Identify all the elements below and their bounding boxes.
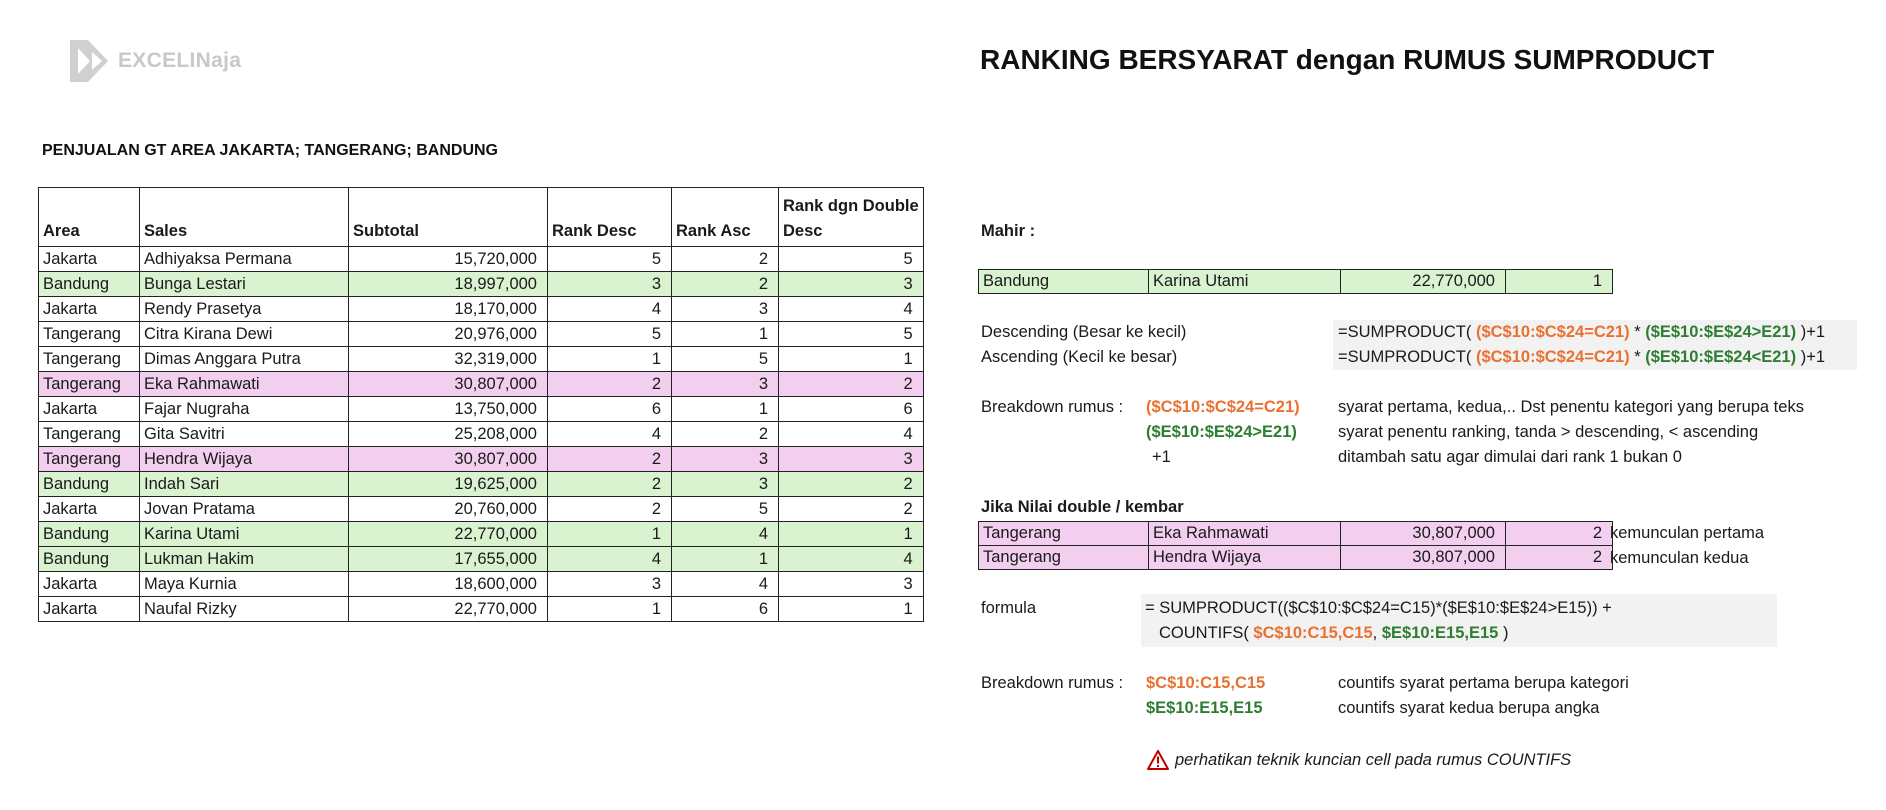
double-row <box>979 522 1613 546</box>
rank-desc-cell[interactable]: 3 <box>548 572 672 597</box>
breakdown2-desc-2: countifs syarat kedua berupa angka <box>1338 699 1600 717</box>
rank-asc-cell[interactable]: 3 <box>672 297 779 322</box>
double-rank-cell[interactable]: 2 <box>1506 546 1613 570</box>
subtotal-cell[interactable]: 32,319,000 <box>349 347 548 372</box>
breakdown-label: Breakdown rumus : <box>981 398 1124 416</box>
formula-text: * <box>1629 348 1646 366</box>
formula-condition-category: ($C$10:$C$24=C21) <box>1475 323 1630 341</box>
table-row <box>39 272 924 297</box>
rank-asc-cell[interactable]: 3 <box>672 372 779 397</box>
rank-double-cell[interactable]: 1 <box>779 347 924 372</box>
rank-double-cell[interactable]: 2 <box>779 497 924 522</box>
rank-double-cell[interactable]: 1 <box>779 597 924 622</box>
countifs-formula-box[interactable] <box>1141 594 1777 647</box>
subtotal-cell[interactable]: 18,170,000 <box>349 297 548 322</box>
area-cell[interactable]: Bandung <box>39 272 140 297</box>
mahir-label: Mahir : <box>981 222 1036 240</box>
mahir-sales-cell[interactable]: Karina Utami <box>1149 270 1341 294</box>
subtotal-cell[interactable]: 15,720,000 <box>349 247 548 272</box>
area-cell[interactable]: Jakarta <box>39 497 140 522</box>
sales-cell[interactable]: Karina Utami <box>140 522 349 547</box>
header-rank-asc[interactable]: Rank Asc <box>672 188 779 247</box>
rank-double-cell[interactable]: 3 <box>779 272 924 297</box>
table-row <box>39 572 924 597</box>
table-row <box>39 347 924 372</box>
area-cell[interactable]: Bandung <box>39 547 140 572</box>
header-rank-desc[interactable]: Rank Desc <box>548 188 672 247</box>
subtotal-cell[interactable]: 20,760,000 <box>349 497 548 522</box>
sales-cell[interactable]: Rendy Prasetya <box>140 297 349 322</box>
subtotal-cell[interactable]: 18,997,000 <box>349 272 548 297</box>
breakdown-code-2: ($E$10:$E$24>E21) <box>1146 423 1297 441</box>
sales-cell[interactable]: Gita Savitri <box>140 422 349 447</box>
formula-condition-rank: ($E$10:$E$24<E21) <box>1645 348 1797 366</box>
double-subtotal-cell[interactable]: 30,807,000 <box>1341 546 1506 570</box>
double-note-1: kemunculan pertama <box>1610 524 1765 542</box>
formula-condition-category: ($C$10:$C$24=C21) <box>1475 348 1630 366</box>
sales-cell[interactable]: Fajar Nugraha <box>140 397 349 422</box>
double-area-cell[interactable]: Tangerang <box>979 546 1149 570</box>
formula-text: )+1 <box>1796 323 1826 341</box>
formula-condition-rank: ($E$10:$E$24>E21) <box>1645 323 1797 341</box>
subtotal-cell[interactable]: 30,807,000 <box>349 372 548 397</box>
rank-desc-cell[interactable]: 2 <box>548 372 672 397</box>
double-table <box>978 521 1613 570</box>
table-row <box>39 372 924 397</box>
rank-asc-cell[interactable]: 5 <box>672 347 779 372</box>
breakdown2-code-1: $C$10:C15,C15 <box>1146 674 1266 692</box>
subtotal-cell[interactable]: 13,750,000 <box>349 397 548 422</box>
rank-desc-cell[interactable]: 1 <box>548 522 672 547</box>
breakdown-code-3: +1 <box>1152 448 1171 466</box>
rank-asc-cell[interactable]: 6 <box>672 597 779 622</box>
area-cell[interactable]: Bandung <box>39 522 140 547</box>
mahir-area-cell[interactable]: Bandung <box>979 270 1149 294</box>
warning-note <box>1147 750 1571 770</box>
subtotal-cell[interactable]: 30,807,000 <box>349 447 548 472</box>
subtotal-cell[interactable]: 18,600,000 <box>349 572 548 597</box>
sales-table <box>38 187 924 622</box>
rank-asc-cell[interactable]: 1 <box>672 322 779 347</box>
table-row <box>39 547 924 572</box>
header-rank-double[interactable] <box>779 188 924 247</box>
area-cell[interactable]: Tangerang <box>39 347 140 372</box>
rank-double-cell[interactable]: 5 <box>779 247 924 272</box>
rank-desc-cell[interactable]: 2 <box>548 472 672 497</box>
subtotal-cell[interactable]: 19,625,000 <box>349 472 548 497</box>
double-section-label: Jika Nilai double / kembar <box>981 498 1184 516</box>
table-row <box>39 472 924 497</box>
sales-cell[interactable]: Jovan Pratama <box>140 497 349 522</box>
rank-asc-cell[interactable]: 4 <box>672 572 779 597</box>
rank-double-cell[interactable]: 4 <box>779 422 924 447</box>
table-row <box>39 422 924 447</box>
breakdown-desc-2: syarat penentu ranking, tanda > descending, < ascending <box>1338 423 1759 441</box>
breakdown-desc-1: syarat pertama, kedua,.. Dst penentu kategori yang berupa teks <box>1338 398 1804 416</box>
sales-cell[interactable]: Naufal Rizky <box>140 597 349 622</box>
rank-asc-cell[interactable]: 3 <box>672 472 779 497</box>
rank-desc-cell[interactable]: 6 <box>548 397 672 422</box>
formula-text: , <box>1372 624 1382 642</box>
ascending-formula[interactable] <box>1338 348 1825 367</box>
sales-cell[interactable]: Citra Kirana Dewi <box>140 322 349 347</box>
rank-double-cell[interactable]: 2 <box>779 472 924 497</box>
rank-asc-cell[interactable]: 2 <box>672 247 779 272</box>
rank-double-cell[interactable]: 6 <box>779 397 924 422</box>
area-cell[interactable]: Jakarta <box>39 397 140 422</box>
subtotal-cell[interactable]: 22,770,000 <box>349 597 548 622</box>
formula-line-1: = SUMPRODUCT(($C$10:$C$24=C15)*($E$10:$E$24>E15)) + <box>1145 599 1612 617</box>
formula-line-2 <box>1159 624 1508 643</box>
subtotal-cell[interactable]: 22,770,000 <box>349 522 548 547</box>
rank-asc-cell[interactable]: 2 <box>672 272 779 297</box>
double-subtotal-cell[interactable]: 30,807,000 <box>1341 522 1506 546</box>
formula-text: =SUMPRODUCT( <box>1338 323 1476 341</box>
formula-countifs-criteria-2: $E$10:E15,E15 <box>1381 624 1499 642</box>
area-cell[interactable]: Tangerang <box>39 422 140 447</box>
descending-label: Descending (Besar ke kecil) <box>981 323 1187 341</box>
rank-double-cell[interactable]: 4 <box>779 547 924 572</box>
mahir-subtotal-cell[interactable]: 22,770,000 <box>1341 270 1506 294</box>
area-cell[interactable]: Bandung <box>39 472 140 497</box>
descending-formula[interactable] <box>1338 323 1825 342</box>
logo <box>68 36 241 86</box>
header-subtotal[interactable]: Subtotal <box>349 188 548 247</box>
logo-text: EXCELINaja <box>118 49 242 72</box>
area-cell[interactable]: Tangerang <box>39 447 140 472</box>
table-body <box>39 247 924 622</box>
table-header-row <box>39 188 924 247</box>
sales-cell[interactable]: Bunga Lestari <box>140 272 349 297</box>
formula-text: ) <box>1498 624 1509 642</box>
table-row <box>39 322 924 347</box>
breakdown2-code-2: $E$10:E15,E15 <box>1146 699 1263 717</box>
mahir-rank-cell[interactable]: 1 <box>1506 270 1613 294</box>
rank-desc-cell[interactable]: 5 <box>548 247 672 272</box>
double-rank-cell[interactable]: 2 <box>1506 522 1613 546</box>
area-cell[interactable]: Tangerang <box>39 372 140 397</box>
table-subtitle: PENJUALAN GT AREA JAKARTA; TANGERANG; BANDUNG <box>42 142 498 159</box>
table-row <box>39 447 924 472</box>
double-sales-cell[interactable]: Hendra Wijaya <box>1149 546 1341 570</box>
table-row <box>39 247 924 272</box>
sales-cell[interactable]: Adhiyaksa Permana <box>140 247 349 272</box>
rank-asc-cell[interactable]: 1 <box>672 547 779 572</box>
sales-cell[interactable]: Dimas Anggara Putra <box>140 347 349 372</box>
subtotal-cell[interactable]: 17,655,000 <box>349 547 548 572</box>
rank-desc-cell[interactable]: 2 <box>548 447 672 472</box>
table-row <box>39 522 924 547</box>
desc-asc-formula-box <box>1333 320 1857 370</box>
rank-double-cell[interactable]: 1 <box>779 522 924 547</box>
area-cell[interactable]: Jakarta <box>39 247 140 272</box>
rank-desc-cell[interactable]: 4 <box>548 297 672 322</box>
rank-asc-cell[interactable]: 2 <box>672 422 779 447</box>
sales-cell[interactable]: Indah Sari <box>140 472 349 497</box>
formula-text: )+1 <box>1796 348 1826 366</box>
rank-asc-cell[interactable]: 3 <box>672 447 779 472</box>
double-sales-cell[interactable]: Eka Rahmawati <box>1149 522 1341 546</box>
formula-text: * <box>1629 323 1646 341</box>
header-area[interactable]: Area <box>39 188 140 247</box>
rank-desc-cell[interactable]: 1 <box>548 347 672 372</box>
rank-asc-cell[interactable]: 5 <box>672 497 779 522</box>
sales-cell[interactable]: Eka Rahmawati <box>140 372 349 397</box>
double-row <box>979 546 1613 570</box>
table-row <box>39 297 924 322</box>
area-cell[interactable]: Jakarta <box>39 297 140 322</box>
breakdown-code-1: ($C$10:$C$24=C21) <box>1146 398 1300 416</box>
header-rank-double-line1: Rank dgn Double <box>783 197 919 215</box>
rank-double-cell[interactable]: 3 <box>779 572 924 597</box>
double-note-2: kemunculan kedua <box>1610 549 1749 567</box>
subtotal-cell[interactable]: 25,208,000 <box>349 422 548 447</box>
formula-countifs-criteria-1: $C$10:C15,C15 <box>1253 624 1373 642</box>
sales-cell[interactable]: Maya Kurnia <box>140 572 349 597</box>
breakdown-label-2: Breakdown rumus : <box>981 674 1124 692</box>
page-title: RANKING BERSYARAT dengan RUMUS SUMPRODUCT <box>980 44 1715 75</box>
rank-desc-cell[interactable]: 3 <box>548 272 672 297</box>
rank-double-cell[interactable]: 2 <box>779 372 924 397</box>
formula-text: COUNTIFS( <box>1159 624 1254 642</box>
area-cell[interactable]: Jakarta <box>39 572 140 597</box>
header-sales[interactable]: Sales <box>140 188 349 247</box>
rank-desc-cell[interactable]: 5 <box>548 322 672 347</box>
header-rank-double-line2: Desc <box>783 222 823 240</box>
rank-desc-cell[interactable]: 4 <box>548 547 672 572</box>
rank-desc-cell[interactable]: 2 <box>548 497 672 522</box>
area-cell[interactable]: Jakarta <box>39 597 140 622</box>
mahir-example-row <box>978 269 1613 294</box>
formula-label: formula <box>981 599 1037 617</box>
rank-desc-cell[interactable]: 1 <box>548 597 672 622</box>
ascending-label: Ascending (Kecil ke besar) <box>981 348 1178 366</box>
rank-double-cell[interactable]: 4 <box>779 297 924 322</box>
rank-asc-cell[interactable]: 4 <box>672 522 779 547</box>
double-area-cell[interactable]: Tangerang <box>979 522 1149 546</box>
warning-text: perhatikan teknik kuncian cell pada rumus COUNTIFS <box>1175 750 1572 769</box>
rank-desc-cell[interactable]: 4 <box>548 422 672 447</box>
table-row <box>39 397 924 422</box>
warning-icon <box>1147 750 1169 770</box>
area-cell[interactable]: Tangerang <box>39 322 140 347</box>
rank-double-cell[interactable]: 3 <box>779 447 924 472</box>
table-row <box>39 597 924 622</box>
sales-cell[interactable]: Hendra Wijaya <box>140 447 349 472</box>
rank-asc-cell[interactable]: 1 <box>672 397 779 422</box>
breakdown2-desc-1: countifs syarat pertama berupa kategori <box>1338 674 1629 692</box>
subtotal-cell[interactable]: 20,976,000 <box>349 322 548 347</box>
table-row <box>39 497 924 522</box>
breakdown-desc-3: ditambah satu agar dimulai dari rank 1 bukan 0 <box>1338 448 1682 466</box>
logo-icon <box>68 38 110 84</box>
rank-double-cell[interactable]: 5 <box>779 322 924 347</box>
sales-cell[interactable]: Lukman Hakim <box>140 547 349 572</box>
formula-text: =SUMPRODUCT( <box>1338 348 1476 366</box>
